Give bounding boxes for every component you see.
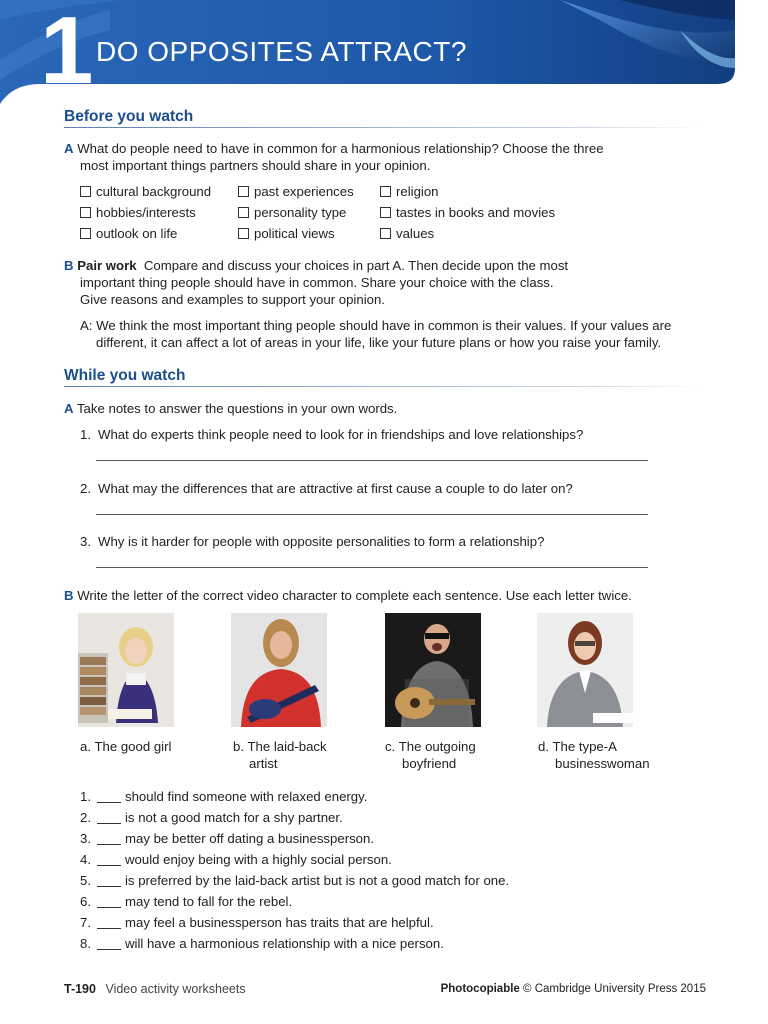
options-row [80, 223, 600, 244]
while-a-instruction: A Take notes to answer the questions in your own words. [64, 401, 398, 416]
option-checkbox[interactable]: hobbies/interests [80, 205, 238, 220]
exercise-letter: A [64, 141, 74, 156]
options-row [80, 181, 600, 202]
option-checkbox[interactable]: cultural background [80, 184, 238, 199]
checkbox-icon[interactable] [238, 207, 249, 218]
answer-line[interactable] [96, 567, 648, 568]
header-banner [0, 0, 768, 110]
sentence-item: 6. may tend to fall for the rebel. [80, 894, 293, 909]
checkbox-icon[interactable] [380, 228, 391, 239]
option-checkbox[interactable]: personality type [238, 205, 380, 220]
option-checkbox[interactable]: political views [238, 226, 380, 241]
type-a-businesswoman-photo [537, 613, 633, 727]
character-caption: d. The type-A businesswoman [538, 739, 650, 771]
letter-blank[interactable] [97, 917, 121, 929]
question: 1. What do experts think people need to look for in friendships and love relationships? [80, 427, 584, 442]
character-caption: a. The good girl [80, 739, 172, 754]
checkbox-icon[interactable] [238, 186, 249, 197]
option-checkbox[interactable]: tastes in books and movies [380, 205, 600, 220]
before-b-instruction: B Pair work Compare and discuss your choices in part A. Then decide upon the most important thing people should have in common. Share your choice with the class. Give reasons and examples to support your opinion. [64, 258, 569, 307]
copyright-notice: Photocopiable © Cambridge University Press 2015 [440, 983, 706, 995]
letter-blank[interactable] [97, 812, 121, 824]
options-checklist [80, 181, 600, 244]
sentence-item: 5. is preferred by the laid-back artist but is not a good match for one. [80, 873, 510, 888]
sentence-item: 8. will have a harmonious relationship with a nice person. [80, 936, 444, 951]
photocopiable-label: Photocopiable [440, 983, 520, 995]
outgoing-boyfriend-photo [385, 613, 481, 727]
letter-blank[interactable] [97, 854, 121, 866]
checkbox-icon[interactable] [238, 228, 249, 239]
letter-blank[interactable] [97, 938, 121, 950]
question: 3. Why is it harder for people with opposite personalities to form a relationship? [80, 534, 545, 549]
option-checkbox[interactable]: past experiences [238, 184, 380, 199]
option-checkbox[interactable]: outlook on life [80, 226, 238, 241]
exercise-letter: B [64, 588, 74, 603]
sentence-item: 7. may feel a businessperson has traits that are helpful. [80, 915, 434, 930]
letter-blank[interactable] [97, 896, 121, 908]
letter-blank[interactable] [97, 833, 121, 845]
letter-blank[interactable] [97, 791, 121, 803]
page-footer-left [64, 982, 246, 996]
exercise-letter: A [64, 401, 74, 416]
checkbox-icon[interactable] [80, 207, 91, 218]
while-you-watch-heading: While you watch [64, 367, 186, 384]
sentence-item: 3. may be better off dating a businessperson. [80, 831, 375, 846]
options-row [80, 202, 600, 223]
page-number: T-190 [64, 982, 96, 996]
unit-number: 1 [40, 0, 90, 104]
good-girl-photo [78, 613, 174, 727]
pair-work-label: Pair work [77, 258, 137, 273]
character-caption: c. The outgoing boyfriend [385, 739, 476, 771]
page-title: DO OPPOSITES ATTRACT? [96, 36, 467, 67]
exercise-letter: B [64, 258, 74, 273]
example-answer: A: We think the most important thing people should have in common is their values. If your values are different, it can affect a lot of areas in your life, like your future plans or how you raise your family. [80, 318, 672, 350]
section-divider [64, 386, 704, 387]
checkbox-icon[interactable] [80, 186, 91, 197]
answer-line[interactable] [96, 460, 648, 461]
checkbox-icon[interactable] [80, 228, 91, 239]
question: 2. What may the differences that are attractive at first cause a couple to do later on? [80, 481, 573, 496]
before-a-instruction: A What do people need to have in common for a harmonious relationship? Choose the three most important things partners should share in your opinion. [64, 141, 604, 173]
sentence-item: 4. would enjoy being with a highly social person. [80, 852, 392, 867]
sentence-item: 2. is not a good match for a shy partner. [80, 810, 343, 825]
checkbox-icon[interactable] [380, 207, 391, 218]
while-b-instruction: B Write the letter of the correct video character to complete each sentence. Use each letter twice. [64, 588, 632, 603]
letter-blank[interactable] [97, 875, 121, 887]
option-checkbox[interactable]: values [380, 226, 600, 241]
before-you-watch-heading: Before you watch [64, 108, 194, 125]
character-caption: b. The laid-back artist [233, 739, 327, 771]
sentence-list [80, 786, 509, 954]
option-checkbox[interactable]: religion [380, 184, 600, 199]
checkbox-icon[interactable] [380, 186, 391, 197]
footer-section-title: Video activity worksheets [105, 982, 246, 996]
sentence-item: 1. should find someone with relaxed energy. [80, 789, 368, 804]
laid-back-artist-photo [231, 613, 327, 727]
answer-line[interactable] [96, 514, 648, 515]
section-divider [64, 127, 704, 128]
